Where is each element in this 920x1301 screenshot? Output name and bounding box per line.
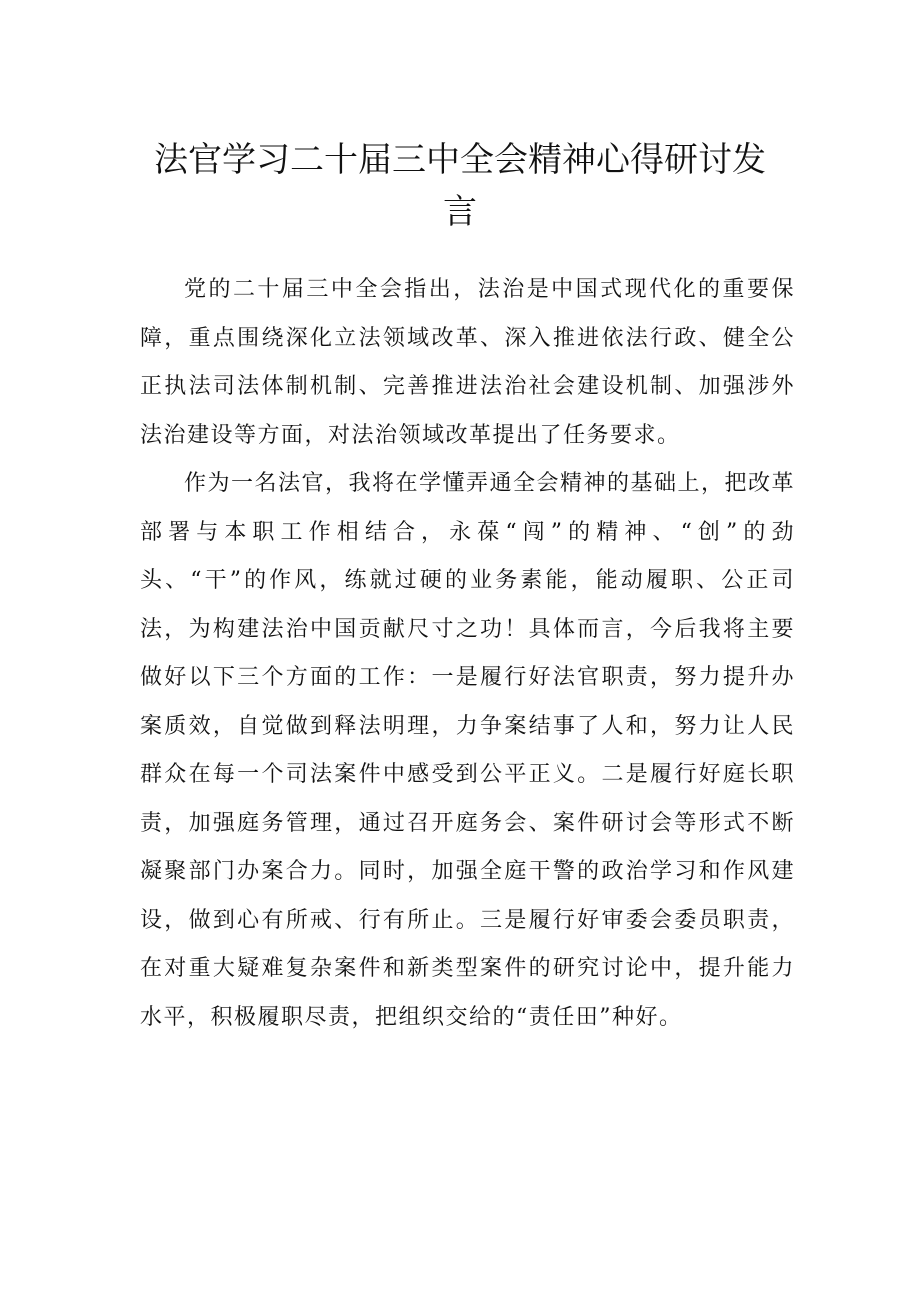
document-body [140,266,795,1042]
paragraph-2: 作为一名法官，我将在学懂弄通全会精神的基础上，把改革部署与本职工作相结合，永葆“闯”的精神、“创”的劲头、“干”的作风，练就过硬的业务素能，能动履职、公正司法，为构建法治中国贡献尺寸之功！具体而言，今后我将主要做好以下三个方面的工作：一是履行好法官职责，努力提升办案质效，自觉做到释法明理，力争案结事了人和，努力让人民群众在每一个司法案件中感受到公平正义。二是履行好庭长职责，加强庭务管理，通过召开庭务会、案件研讨会等形式不断凝聚部门办案合力。同时，加强全庭干警的政治学习和作风建设，做到心有所戒、行有所止。三是履行好审委会委员职责，在对重大疑难复杂案件和新类型案件的研究讨论中，提升能力水平，积极履职尽责，把组织交给的“责任田”种好。 [140,471,796,1030]
paragraph-1: 党的二十届三中全会指出，法治是中国式现代化的重要保障，重点围绕深化立法领域改革、深入推进依法行政、健全公正执法司法体制机制、完善推进法治社会建设机制、加强涉外法治建设等方面，对法治领域改革提出了任务要求。 [140,277,795,448]
document-title: 法官学习二十届三中全会精神心得研讨发言 [154,140,766,232]
